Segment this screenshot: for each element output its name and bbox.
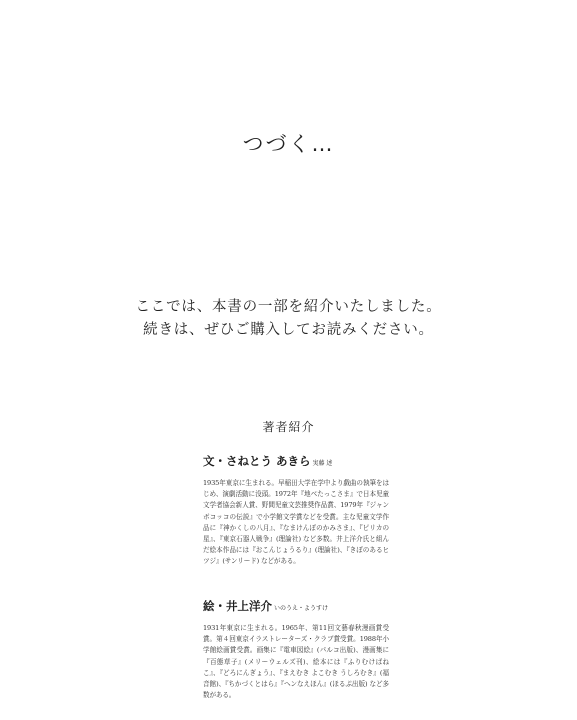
author-name-reading: 実藤 述	[312, 460, 333, 467]
author-bio: 1935年東京に生まれる。早稲田大学在学中より戯曲の執筆をはじめ、演劇活動に没頭。1972年『地べたっこさま』で日本児童文学者協会新人賞、野間児童文芸推奨作品賞、1979年『ジャンボコッコの伝説』で小学館文学賞などを受賞。主な児童文学作品に『神かくしの八月』、『なまけんぼのかみさま』、『ピリカの星』、『東京石器人戦争』(理論社) など多数。井上洋介氏と組んだ絵本作品には『おこんじょうるり』(理論社)、『きぼのあるヒツジ』(サンリード) などがある。	[203, 479, 389, 566]
authors-heading: 著者紹介	[262, 420, 315, 434]
author-name: 絵・井上洋介	[203, 599, 272, 613]
preview-notice-line-1: ここでは、本書の一部を紹介いたしました。	[135, 299, 442, 315]
preview-notice-line-2: 続きは、ぜひご購入してお読みください。	[143, 322, 434, 338]
continued-text: つづく…	[242, 132, 335, 156]
author-name: 文・さねとう あきら	[203, 454, 311, 468]
author-profile-illustrator	[203, 598, 389, 701]
author-name-reading: いのうえ・ようすけ	[274, 605, 329, 612]
author-name-line	[203, 598, 389, 614]
author-name-line	[203, 453, 389, 469]
author-profile-writer	[203, 453, 389, 568]
author-bio: 1931年東京に生まれる。1965年、第11回文藝春秋漫画賞受賞。第４回東京イラストレーターズ・クラブ賞受賞。1988年小学館絵画賞受賞。画集に『電車図絵』(パルコ出版)、漫画集に『百態草子』(メリーウェルズ刊)、絵本には『ふりむけばねこ』、『どろにんぎょう』、『まえむき よこむき うしろむき』(福音館)、『ちかづくとはら』『へンなえほん』(ほるぷ出版) など多数がある。	[203, 624, 389, 700]
preview-notice	[0, 296, 577, 342]
